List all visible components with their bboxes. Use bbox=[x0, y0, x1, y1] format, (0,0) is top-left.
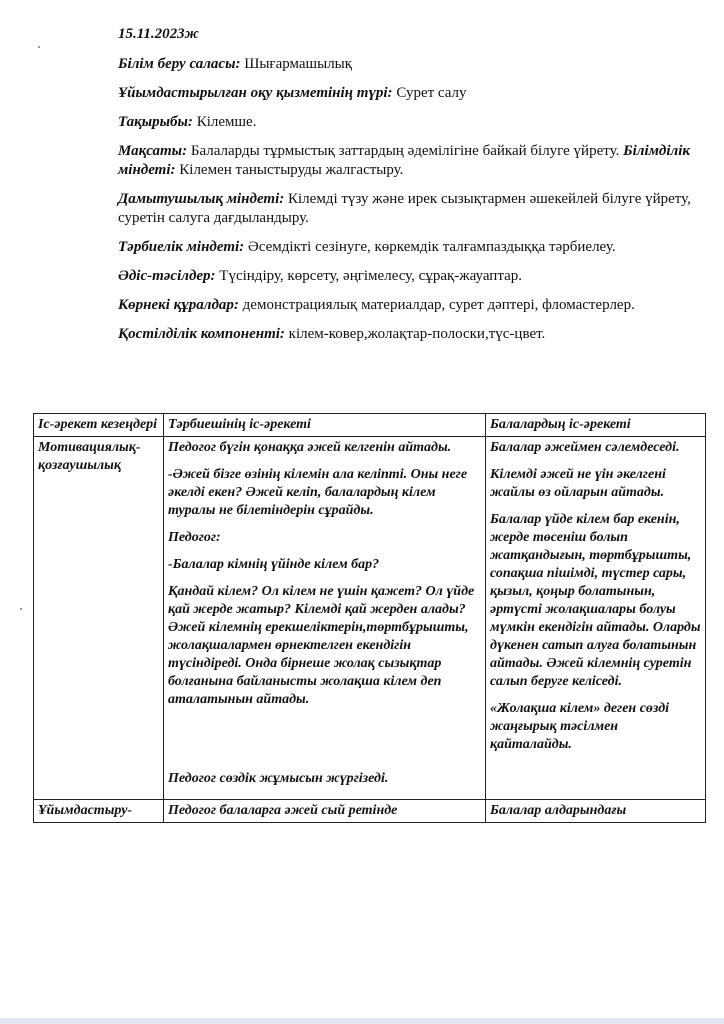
teacher-cell: Педогог балаларга әжей сый ретінде bbox=[164, 800, 486, 823]
scan-edge bbox=[0, 1018, 724, 1024]
field-value: Түсіндіру, көрсету, әңгімелесу, сұрақ-жауаптар. bbox=[215, 268, 522, 284]
field-label: Тәрбиелік міндеті: bbox=[118, 239, 245, 255]
lesson-date: 15.11.2023ж bbox=[118, 26, 199, 42]
field-value: Әсемдікті сезінуге, көркемдік талғампаздыққа тәрбиелеу. bbox=[244, 239, 616, 255]
table-row bbox=[34, 800, 706, 823]
field-goal bbox=[118, 142, 708, 180]
children-paragraph: Балалар әжеймен сәлемдеседі. bbox=[490, 440, 680, 455]
field-label: Білім беру саласы: bbox=[118, 56, 241, 72]
teacher-paragraph: Педогог: bbox=[168, 530, 221, 545]
table-header-row bbox=[34, 414, 706, 437]
field-topic bbox=[118, 113, 708, 132]
children-cell bbox=[486, 437, 706, 800]
teacher-paragraph: -Балалар кімнің үйінде кілем бар? bbox=[168, 557, 380, 572]
children-cell: Балалар алдарындағы bbox=[486, 800, 706, 823]
field-subject-area bbox=[118, 55, 708, 74]
scan-speck bbox=[38, 46, 40, 48]
field-value: Кілемді түзу және ирек сызықтармен әшекейлей білуге үйрету, суретін салуга дағдыландыру. bbox=[118, 191, 691, 226]
scan-speck bbox=[20, 608, 22, 610]
field-activity-type bbox=[118, 84, 708, 103]
field-value: кілем-ковер,жолақтар-полоски,түс-цвет. bbox=[284, 326, 546, 342]
children-paragraph: Балалар үйде кілем бар екенін, жерде төсеніш болып жатқандығын, төртбұрышты, сопақша пішімді, түстер сары, қызыл, қоңыр болатынын, әртүсті жолақшалары болуы мүмкін екендігін айтады. Оларды дүкенен сатып алуға болатынын айтады. Әжей кілемнің суретін салып беруге келіседі. bbox=[490, 512, 701, 689]
header-stage: Іс-әрекет кезеңдері bbox=[34, 414, 164, 437]
field-label: Тақырыбы: bbox=[118, 114, 193, 130]
teacher-cell bbox=[164, 437, 486, 800]
spacer bbox=[168, 718, 481, 770]
stage-cell: Ұйымдастыру- bbox=[34, 800, 164, 823]
stage-cell: Мотивациялық-қозғаушылық bbox=[34, 437, 164, 800]
field-label: Мақсаты: bbox=[118, 143, 188, 159]
field-sublabel: Білімділік міндеті: bbox=[118, 143, 691, 178]
field-value: Балаларды тұрмыстық заттардың әдемілігіне байкай білуге үйрету. bbox=[187, 143, 624, 159]
lesson-header bbox=[118, 26, 708, 354]
field-methods bbox=[118, 267, 708, 286]
field-label: Көрнекі құралдар: bbox=[118, 297, 239, 313]
header-teacher: Тәрбиешінің іс-әрекеті bbox=[164, 414, 486, 437]
field-label: Дамытушылық міндеті: bbox=[118, 191, 285, 207]
header-children: Балалардың іс-әрекеті bbox=[486, 414, 706, 437]
teacher-paragraph: -Әжей бізге өзінің кілемін ала келіпті. Оны неге әкелді екен? Әжей келіп, балалардың кілем туралы не білетіндерін сұрайды. bbox=[168, 467, 468, 518]
children-paragraph: «Жолақша кілем» деген сөзді жаңғырық тәсілмен қайталайды. bbox=[490, 701, 670, 752]
field-value: демонстрациялық материалдар, сурет дәптері, фломастерлер. bbox=[238, 297, 635, 313]
lesson-plan-table bbox=[33, 413, 706, 823]
field-value: Шығармашылық bbox=[240, 56, 353, 72]
teacher-paragraph: Қандай кілем? Ол кілем не үшін қажет? Ол үйде қай жерде жатыр? Кілемді қай жерден алады? Әжей кілемнің ерекшеліктерін,төртбұрышты, жолақшалармен өрнектелген екендігін түсіндіреді. Онда бірнеше жолақ сызықтар болғанына байланысты жолақша кілем деп аталатынын айтады. bbox=[168, 584, 475, 707]
field-label: Ұйымдастырылған оқу қызметінің түрі: bbox=[118, 85, 393, 101]
field-subvalue: Кілемен таныстыруды жалгастыру. bbox=[175, 162, 404, 178]
field-value: Сурет салу bbox=[392, 85, 467, 101]
field-visual-aids bbox=[118, 296, 708, 315]
field-value: Кілемше. bbox=[192, 114, 257, 130]
field-label: Әдіс-тәсілдер: bbox=[118, 268, 216, 284]
field-developmental-task bbox=[118, 190, 708, 228]
teacher-paragraph: Педогог сөздік жұмысын жүргізеді. bbox=[168, 771, 389, 786]
field-label: Қостілділік компоненті: bbox=[118, 326, 285, 342]
table-row bbox=[34, 437, 706, 800]
children-paragraph: Кілемді әжей не үін әкелгені жайлы өз ойларын айтады. bbox=[490, 467, 666, 500]
field-bilingual-component bbox=[118, 325, 708, 344]
field-educational-task bbox=[118, 238, 708, 257]
teacher-paragraph: Педогог бүгін қонаққа әжей келгенін айтады. bbox=[168, 440, 452, 455]
